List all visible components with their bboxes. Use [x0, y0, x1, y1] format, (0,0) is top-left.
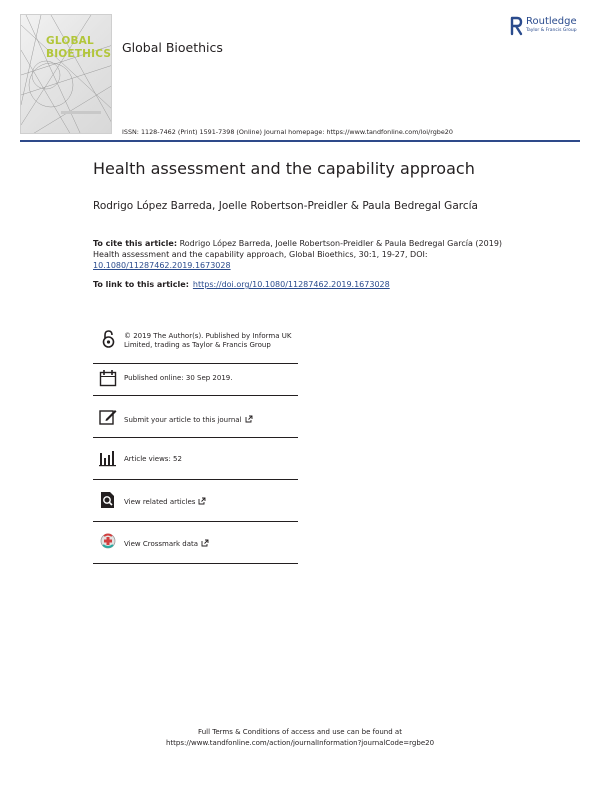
- article-views: Article views: 52: [124, 455, 182, 463]
- citation-block: [93, 238, 513, 271]
- footer-terms-link[interactable]: https://www.tandfonline.com/action/journalInformation?journalCode=rgbe20: [165, 739, 435, 747]
- submit-label: Submit your article to this journal: [124, 416, 242, 424]
- cover-artwork: [21, 15, 112, 134]
- bar-chart-icon: [99, 449, 117, 467]
- issn-line: [122, 128, 453, 136]
- footer-terms-text: Full Terms & Conditions of access and use can be found at: [198, 728, 402, 736]
- article-title: Health assessment and the capability approach: [93, 159, 475, 178]
- issn-text: ISSN: 1128-7462 (Print) 1591-7398 (Online) Journal homepage:: [122, 128, 327, 136]
- submit-link[interactable]: [124, 415, 253, 425]
- page-footer: [0, 727, 600, 749]
- external-link-icon: [198, 497, 206, 505]
- crossmark-icon: [99, 533, 117, 551]
- related-link[interactable]: [124, 497, 206, 507]
- external-link-icon: [245, 415, 253, 423]
- article-link-line: [93, 280, 390, 289]
- related-block[interactable]: [93, 480, 298, 522]
- article-doi-url[interactable]: https://doi.org/10.1080/11287462.2019.1673028: [192, 280, 390, 289]
- views-block: [93, 438, 298, 480]
- journal-cover: [20, 14, 112, 134]
- cover-title-line1: GLOBAL: [46, 35, 94, 47]
- license-text: © 2019 The Author(s). Published by Informa UK Limited, trading as Taylor & Francis Group: [124, 332, 292, 349]
- routledge-r-icon: [510, 16, 523, 36]
- publisher-subtitle: Taylor & Francis Group: [526, 28, 577, 33]
- article-link-label: To link to this article:: [93, 280, 189, 289]
- calendar-icon: [99, 369, 117, 387]
- edit-icon: [99, 408, 117, 426]
- journal-name[interactable]: Global Bioethics: [122, 40, 223, 55]
- crossmark-block[interactable]: [93, 522, 298, 564]
- license-block[interactable]: [93, 328, 298, 364]
- publisher-name: Routledge: [526, 16, 577, 27]
- publisher-logo[interactable]: [510, 16, 590, 40]
- open-access-icon: [99, 330, 117, 348]
- external-link-icon: [201, 539, 209, 547]
- citation-text: Rodrigo López Barreda, Joelle Robertson-Preidler & Paula Bedregal García (2019) Health assessment and the capability approach, Global Bioethics, 30:1, 19-27, DOI:: [93, 239, 503, 259]
- submit-block[interactable]: [93, 396, 298, 438]
- published-date: Published online: 30 Sep 2019.: [124, 374, 233, 382]
- cover-title-line2: BIOETHICS: [46, 48, 112, 60]
- cover-title: [46, 35, 112, 61]
- journal-homepage-link[interactable]: https://www.tandfonline.com/loi/rgbe20: [326, 128, 453, 136]
- related-search-icon: [99, 491, 117, 509]
- related-label: View related articles: [124, 498, 196, 506]
- published-block: [93, 364, 298, 396]
- citation-doi-link[interactable]: 10.1080/11287462.2019.1673028: [93, 261, 231, 270]
- article-authors: Rodrigo López Barreda, Joelle Robertson-Preidler & Paula Bedregal García: [93, 200, 478, 212]
- crossmark-label: View Crossmark data: [124, 540, 199, 548]
- crossmark-link[interactable]: [124, 539, 209, 549]
- header-divider: [20, 140, 580, 142]
- citation-label: To cite this article:: [93, 239, 178, 248]
